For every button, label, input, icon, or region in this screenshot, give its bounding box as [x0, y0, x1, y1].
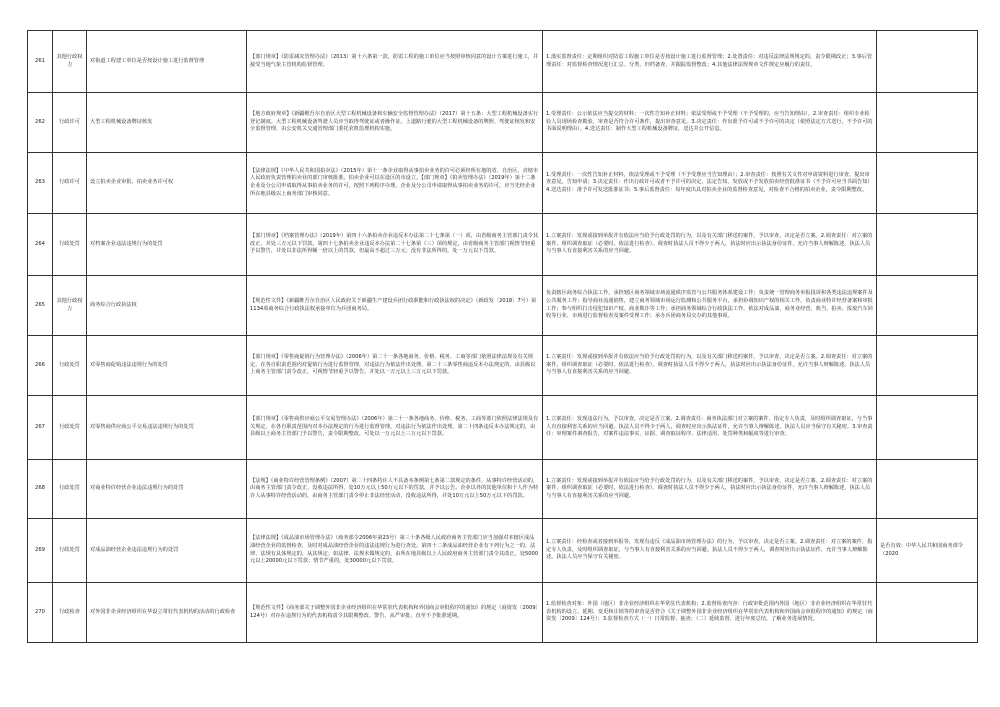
row-number: 268 — [28, 460, 53, 519]
responsibility: 1.落实监督责任：定期组织对防雷工程施工单位是否按设计施工进行监督管理；2.处置责任：对违反法律法规规定的，责令限期改正；3.事后管理责任：对监督检查情况进行汇总、分类、归档备查，并跟踪监督整改；4.其他法律法规规章文件规定应履行的责任。 — [543, 31, 877, 93]
responsibility: 1.监督检查对象：外国（地区）非企业经济组织在华常驻代表机构；2.监督检查内容：行政审批范围内外国（地区）非企业经济组织在华常驻代表机构的设立、延期、变更和注销等的审查是否符合《关于调整外国非企业经济组织在华常驻代表机构和外国商会审批程序的通知》的规定（商资发〔2009〕124号）；3.监督检查方式（一）日常监督、抽查；（二）延续监督，进行年度总结，了解业务进展情况。 — [543, 583, 877, 643]
power-category: 行政许可 — [53, 153, 87, 214]
table-row — [28, 519, 978, 583]
legal-basis: 【部门规章】《防雷减灾管理办法》（2013）第十六条第一款，防雷工程的施工单位应当按照审核同意的设计方案进行施工，并接受当地气象主管机构监督管理。 — [247, 31, 543, 93]
remark — [877, 460, 978, 519]
responsibility: 1.立案责任：发现或接到举报并有依法应当给予行政处罚的行为，以及有关部门移送的案件，予以审查，决定是否立案。2.调查责任：对立案的案件，组织调查取证（必要时，依法进行检查）。调查时执法人员不得少于两人，执法时应出示执法身份证件，允许当事人辩解陈述，执法人员与当事人有直接利害关系的应当回避。 — [543, 336, 877, 396]
remark — [877, 336, 978, 396]
table-row — [28, 460, 978, 519]
power-category: 行政检查 — [53, 583, 87, 643]
power-category: 行政处罚 — [53, 396, 87, 460]
power-category: 行政处罚 — [53, 214, 87, 276]
power-item-name: 商务综合行政执法权 — [87, 276, 247, 336]
row-number: 267 — [28, 396, 53, 460]
row-number: 263 — [28, 153, 53, 214]
remark: 是否有效：中华人民共和国商务部令（2020 — [877, 519, 978, 583]
power-category: 其他行政权力 — [53, 276, 87, 336]
row-number: 270 — [28, 583, 53, 643]
power-item-name: 对外国非企业经济组织在华设立常驻代表机构的活动的行政检查 — [87, 583, 247, 643]
legal-basis: 【部门规章】《零售商供应商公平交易管理办法》（2006年）第二十一条各地商务、价格、税务、工商等部门依照法律法规及有关规定，在各自职责范围内对本办法规定的行为进行监督管理，对违法行为依法作出处理。第二十四条违反本办法规定的，由县级以上商务主管部门予以警告，责令限期整改，可处以一万元以上三万元以下罚款。 — [247, 396, 543, 460]
table-row — [28, 31, 978, 93]
table-row — [28, 153, 978, 214]
table-row — [28, 396, 978, 460]
responsibility: 负责辖区商务综合执法工作，承担辖区商务领域市场流通秩序监管与公共服务体系建设工作；负责统一管理商务举报投诉和各类违法违规案件及公共服务工作；指导商业流通销售，建立商务领域市场运行监测和公共服务平台，承担协调知识产权的相关工作。负责商业特许经营备案和审批工作；参与组织打击侵犯知识产权、商业欺诈等工作；承担商务领域综合行政执法工作，依法对成品油、商务业经营、典当、拍卖、报废汽车回收等行业、市场进行监督检查及案件受理工作；承办兵团商务局交办的其他事项。 — [543, 276, 877, 336]
power-category: 行政处罚 — [53, 519, 87, 583]
responsibility: 1.受理责任：公示依法应当提交的材料；一次性告知补正材料；依法受理或不予受理（不予受理的，应当告知理由）。2.审查责任：组织专业检验人员现场检查勘验，审查是否符合许可条件，提出审查意见。3.决定责任：作出准予许可或不予许可的决定（依照法定方式送行，不予许可的书面说明理由）。4.送达责任：制作大型工程机械设备牌证，送达并公开信息。 — [543, 93, 877, 153]
remark — [877, 396, 978, 460]
power-item-name: 对商业特许经营企业违法违规行为的处罚 — [87, 460, 247, 519]
remark — [877, 93, 978, 153]
power-category: 其他行政权力 — [53, 31, 87, 93]
row-number: 264 — [28, 214, 53, 276]
legal-basis: 【法律法规】《成品油市场管理办法》（商务部令2006年第23号）第三十条各级人民政府商务主管部门应当加强对本辖区成品油经营企业的监督检查，及时对成品油经营企业的违法违规行为进行查处。第四十二条成品油经营企业有下列行为之一的，法律、法规有具体规定的，从其规定；如法律、法规未做规定的，由所在地县级以上人民政府商务主管部门责令其改正，处5000元以上20000元以下罚款；情节严重的，处30000元以下罚款。 — [247, 519, 543, 583]
row-number: 269 — [28, 519, 53, 583]
power-item-name: 对零售商促销违法违规行为的处罚 — [87, 336, 247, 396]
legal-basis: 【部门规章】《零售商促销行为管理办法》（2006年）第二十一条各地商务、价格、税务、工商等部门依照法律法规及有关规定，在各自职责范围内对促销行为进行监督管理，对违法行为依法作出处理。第二十三条零售商违反本办法规定的，由县级以上商务主管部门责令改正，可视情节轻重予以警告，并处以一万元以上三万元以下罚款。 — [247, 336, 543, 396]
responsibility: 1.立案责任：发现违法行为，予以审查，决定是否立案。2.调查责任：商务执法部门对立案的案件，指定专人负责，及时组织调查取证，与当事人有直接利害关系的应当回避。执法人员不得少于两人，调查时应出示执法证件，允许当事人辩解陈述。执法人员应当保守有关秘密。3.审查责任：审理案件调查报告，对案件违法事实、证据、调查取证程序、法律适用、处罚种类和幅度等进行审查。 — [543, 396, 877, 460]
power-category: 行政处罚 — [53, 336, 87, 396]
responsibility: 1.立案责任：经检查或者接到举报等，发现有违反《成品油市场管理办法》的行为，予以审查，决定是否立案。2.调查责任：对立案的案件，指定专人负责，及时组织调查取证，与当事人有直接利害关系的应当回避。执法人员不得少于两人，调查时应出示执法证件，允许当事人辩解陈述。执法人员应当保守有关秘密。 — [543, 519, 877, 583]
remark — [877, 31, 978, 93]
row-number: 265 — [28, 276, 53, 336]
power-category: 行政处罚 — [53, 460, 87, 519]
remark — [877, 153, 978, 214]
power-item-name: 对零售商供应商公平交易违法违规行为的处罚 — [87, 396, 247, 460]
power-category: 行政许可 — [53, 93, 87, 153]
remark — [877, 214, 978, 276]
legal-basis: 【部门规章】《档案管理办法》（2019年）第四十六条拍卖企业违反本办法第二十七条第（一）项，由省级商务主管部门责令其改正，并处三万元以下罚款。第四十七条拍卖企业违反本办法第二十七条第（三）项的规定，由省级商务主管部门视情节轻重予以警告，并处以非法所得额一倍以上的罚款，但最高不超过三万元；没有非法所得的，处一万元以下罚款。 — [247, 214, 543, 276]
row-number: 261 — [28, 31, 53, 93]
power-item-name: 大型工程机械设备牌证核发 — [87, 93, 247, 153]
responsibility: 1.受理责任：一次性告知补正材料，依法受理或不予受理（不予受理应当告知理由）；2.审查责任：按照有关文件对申请资料进行审查，提出审查意见，告知申请；3.决定责任：作出行政许可或者不予许可的决定，法定告知，发放或不予发放拍卖经营批准证书（不予许可应当书面告知）4.送达责任：准予许可发送批准证书；5.事后监督责任：每年度出具对拍卖企业的监督检查意见，对检查不合格的拍卖企业，责令限期整改。 — [543, 153, 877, 214]
table-row — [28, 214, 978, 276]
table-row — [28, 336, 978, 396]
power-list-table — [27, 30, 978, 643]
legal-basis: 【规范性文件】《商务部关于调整外国非企业经济组织在华常驻代表机构和外国商会审批程序的通知》的规定（商资发〔2009〕124号）对存在违规行为的代表机构责令其限期整改、警告、从严审批，直至不予批准延期。 — [247, 583, 543, 643]
legal-basis: 【规范性文件】《新疆维吾尔自治区人民政府关于新疆生产建设兵团行政职能和行政执法权的决定》（新政发〔2018〕7号）第1134项商务综合行政执法权承接单位为兵团商务局。 — [247, 276, 543, 336]
remark — [877, 583, 978, 643]
table-row — [28, 583, 978, 643]
responsibility: 1.立案责任：发现或接到举报并有依法应当给予行政处罚的行为，以及有关部门移送的案件，予以审查，决定是否立案。2.调查责任：对立案的案件，组织调查取证（必要时，依法进行检查）。调查时执法人员不得少于两人，执法时应出示执法身份证件，允许当事人辩解陈述，执法人员与当事人有直接利害关系的应当回避。 — [543, 460, 877, 519]
row-number: 266 — [28, 336, 53, 396]
power-item-name: 对街道工程建工单位是否按设计施工进行监督管理 — [87, 31, 247, 93]
row-number: 262 — [28, 93, 53, 153]
power-item-name: 设立拍卖企业审批、拍卖业务许可权 — [87, 153, 247, 214]
document-page — [27, 30, 977, 643]
table-row — [28, 276, 978, 336]
power-item-name: 对档案企业违法违规行为的处罚 — [87, 214, 247, 276]
remark — [877, 276, 978, 336]
responsibility: 1.立案责任：发现或接到举报并有依法应当给予行政处罚的行为，以及有关部门移送的案件，予以审查，决定是否立案。2.调查责任：对立案的案件，组织调查取证（必要时，依法进行检查）。调查时执法人员不得少于两人，执法时应出示执法身份证件，允许当事人辩解陈述，执法人员与当事人有直接利害关系的应当回避。 — [543, 214, 877, 276]
table-row — [28, 93, 978, 153]
legal-basis: 【法律法规】《中华人民共和国拍卖法》（2015年）第十一条企业取得从事拍卖业务的许可必须经所在地的省、自治区、直辖市人民政府负责管理拍卖业的部门审核批准。拍卖企业可以在设区的市设立。【部门规章】《拍卖管理办法》（2019年）第十二条企业及分公司申请取得从事拍卖业务的许可，按照下列程序办理，企业及分公司申请取得从事拍卖业务的许可，应当先经企业所在地县级以上商务部门审核同意。 — [247, 153, 543, 214]
power-item-name: 对成品油经营企业违法违规行为的处罚 — [87, 519, 247, 583]
legal-basis: 【地方政府规章】《新疆维吾尔自治区大型工程机械设备和车辆安全监督管理办法》（2017）第十五条：大型工程机械设备实行登记制度。大型工程机械设备驾驶人员应当取得驾驶证或者操作证。上道路行驶的大型工程机械设备的牌照、驾驶证核发和安全监督管理，由公安机关交通管理部门委托农机监理机构实施。 — [247, 93, 543, 153]
legal-basis: 【法规】《商业特许经营管理条例》（2007）第二十四条特许人不具备本条例第七条第二款规定的条件，从事特许经营活动的，由商务主管部门责令改正，没收违法所得，处10万元以上50万元以下的罚款，并予以公告。企业以外的其他单位和个人作为特许人从事特许经营活动的，由商务主管部门责令停止非法经营活动，没收违法所得，并处10万元以上50万元以下的罚款。 — [247, 460, 543, 519]
